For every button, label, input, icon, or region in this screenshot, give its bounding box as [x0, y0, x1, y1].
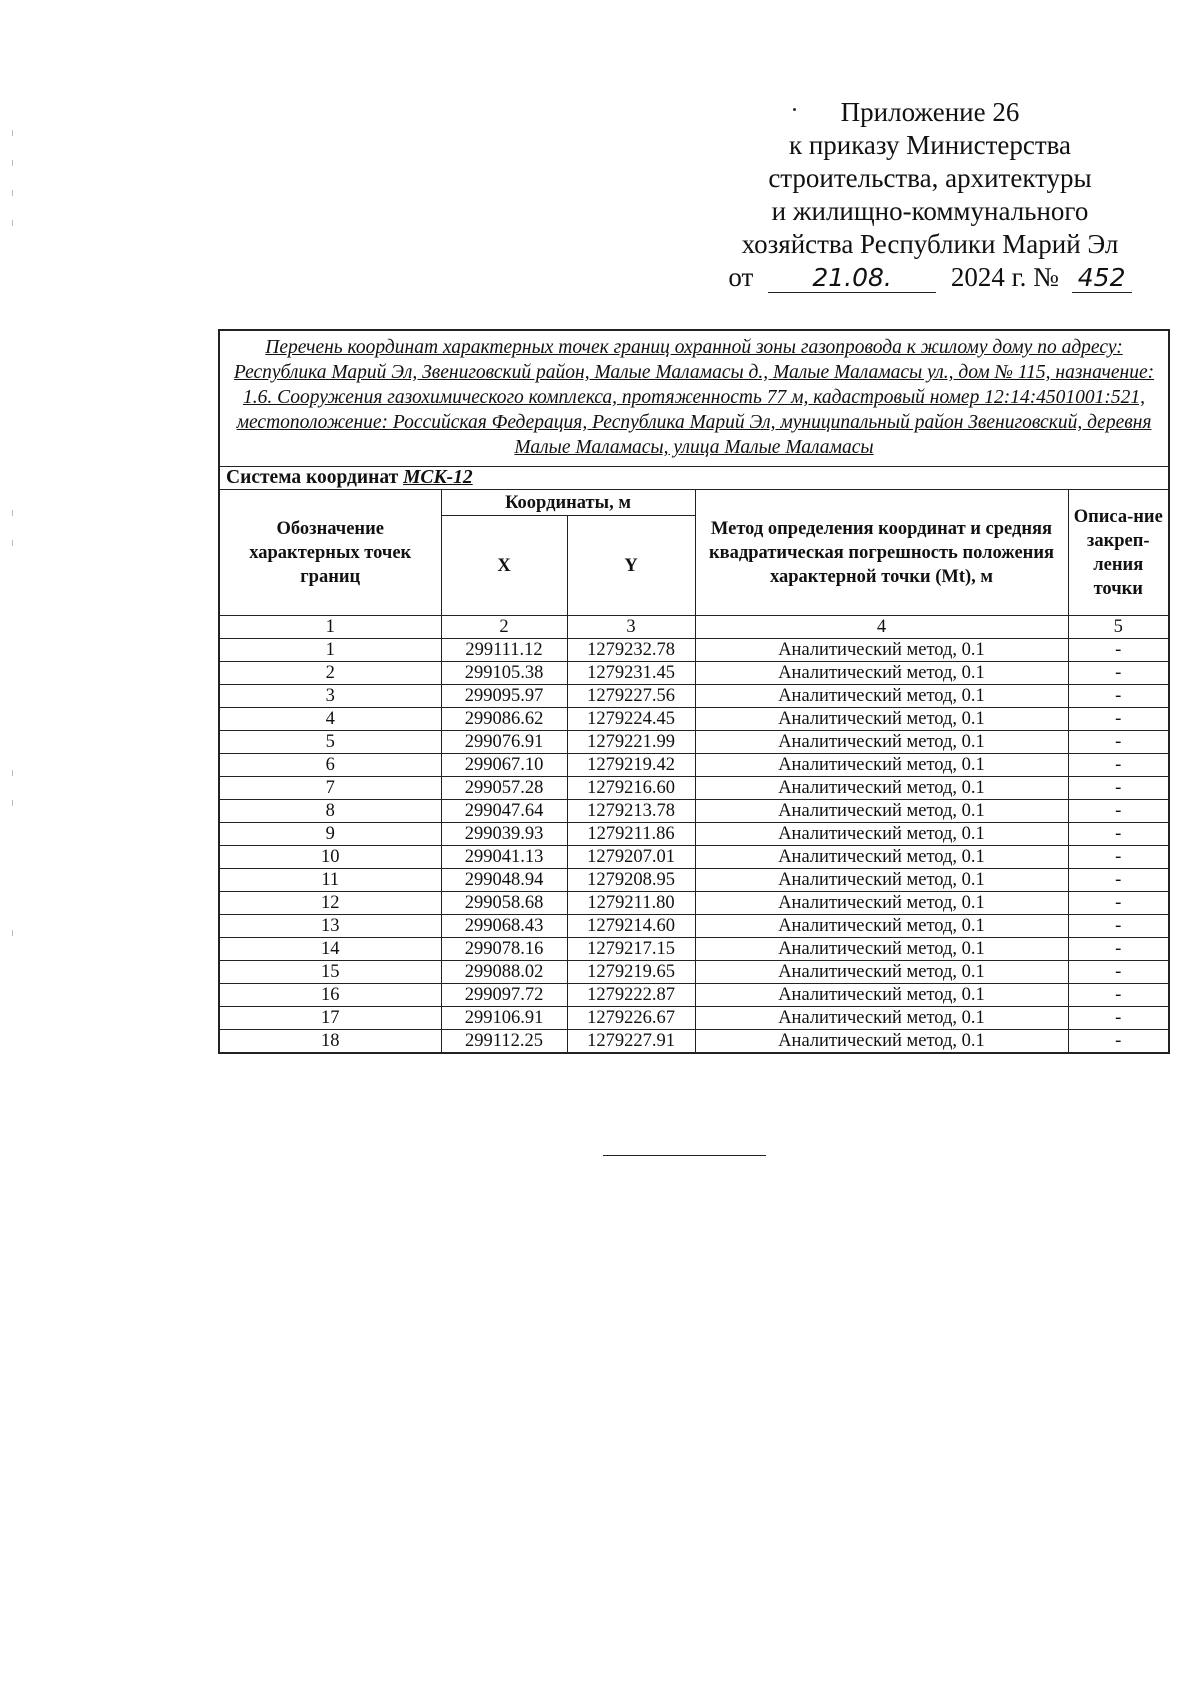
point-id-cell: 2: [219, 662, 441, 685]
y-cell: 1279214.60: [567, 915, 695, 938]
point-id-cell: 12: [219, 892, 441, 915]
order-date-line: [720, 261, 1140, 294]
point-id-cell: 8: [219, 800, 441, 823]
header-method: Метод определения координат и средняя квадратическая погрешность положения характерной точки (Mt), м: [695, 490, 1068, 616]
point-id-cell: 7: [219, 777, 441, 800]
x-cell: 299097.72: [441, 984, 567, 1007]
point-id-cell: 18: [219, 1030, 441, 1054]
x-cell: 299078.16: [441, 938, 567, 961]
table-row: [219, 639, 1169, 662]
description-cell: -: [1068, 892, 1169, 915]
point-id-cell: 10: [219, 846, 441, 869]
method-cell: Аналитический метод, 0.1: [695, 639, 1068, 662]
table-row: [219, 731, 1169, 754]
table-row: [219, 892, 1169, 915]
method-cell: Аналитический метод, 0.1: [695, 846, 1068, 869]
y-cell: 1279232.78: [567, 639, 695, 662]
header-line: строительства, архитектуры: [768, 163, 1092, 193]
table-row: [219, 662, 1169, 685]
closing-rule: [603, 1155, 766, 1156]
x-cell: 299106.91: [441, 1007, 567, 1030]
method-cell: Аналитический метод, 0.1: [695, 662, 1068, 685]
table-row: [219, 800, 1169, 823]
table-row: [219, 685, 1169, 708]
y-cell: 1279211.80: [567, 892, 695, 915]
point-id-cell: 11: [219, 869, 441, 892]
point-id-cell: 9: [219, 823, 441, 846]
year-text: 2024 г. №: [950, 262, 1059, 292]
description-cell: -: [1068, 708, 1169, 731]
y-cell: 1279221.99: [567, 731, 695, 754]
table-row: [219, 708, 1169, 731]
method-cell: Аналитический метод, 0.1: [695, 938, 1068, 961]
y-cell: 1279207.01: [567, 846, 695, 869]
description-cell: -: [1068, 938, 1169, 961]
handwritten-order-number: 452: [1072, 264, 1132, 293]
y-cell: 1279217.15: [567, 938, 695, 961]
x-cell: 299111.12: [441, 639, 567, 662]
y-cell: 1279213.78: [567, 800, 695, 823]
method-cell: Аналитический метод, 0.1: [695, 754, 1068, 777]
method-cell: Аналитический метод, 0.1: [695, 984, 1068, 1007]
point-id-cell: 13: [219, 915, 441, 938]
table-body: [219, 639, 1169, 1054]
date-prefix: от: [728, 262, 754, 292]
method-cell: Аналитический метод, 0.1: [695, 708, 1068, 731]
y-cell: 1279226.67: [567, 1007, 695, 1030]
point-id-cell: 14: [219, 938, 441, 961]
table-row: [219, 961, 1169, 984]
table-row: [219, 915, 1169, 938]
point-id-cell: 17: [219, 1007, 441, 1030]
header-coords: Координаты, м: [441, 490, 695, 516]
method-cell: Аналитический метод, 0.1: [695, 961, 1068, 984]
method-cell: Аналитический метод, 0.1: [695, 892, 1068, 915]
point-id-cell: 5: [219, 731, 441, 754]
column-number: 3: [567, 616, 695, 639]
x-cell: 299067.10: [441, 754, 567, 777]
description-cell: -: [1068, 823, 1169, 846]
y-cell: 1279208.95: [567, 869, 695, 892]
handwritten-date: 21.08.: [768, 264, 936, 293]
x-cell: 299095.97: [441, 685, 567, 708]
column-number: 2: [441, 616, 567, 639]
table-row: [219, 823, 1169, 846]
x-cell: 299086.62: [441, 708, 567, 731]
method-cell: Аналитический метод, 0.1: [695, 731, 1068, 754]
point-id-cell: 6: [219, 754, 441, 777]
method-cell: Аналитический метод, 0.1: [695, 915, 1068, 938]
point-id-cell: 16: [219, 984, 441, 1007]
x-cell: 299076.91: [441, 731, 567, 754]
description-cell: -: [1068, 1007, 1169, 1030]
description-cell: -: [1068, 777, 1169, 800]
x-cell: 299068.43: [441, 915, 567, 938]
table-row: [219, 869, 1169, 892]
description-cell: -: [1068, 961, 1169, 984]
description-cell: -: [1068, 1030, 1169, 1054]
point-id-cell: 1: [219, 639, 441, 662]
y-cell: 1279211.86: [567, 823, 695, 846]
table-row: [219, 1030, 1169, 1054]
table-row: [219, 1007, 1169, 1030]
description-cell: -: [1068, 685, 1169, 708]
point-id-cell: 15: [219, 961, 441, 984]
column-number: 1: [219, 616, 441, 639]
description-cell: -: [1068, 800, 1169, 823]
y-cell: 1279227.56: [567, 685, 695, 708]
description-cell: -: [1068, 662, 1169, 685]
coordinates-table: [218, 329, 1170, 1054]
y-cell: 1279222.87: [567, 984, 695, 1007]
description-cell: -: [1068, 846, 1169, 869]
appendix-header: [720, 96, 1140, 294]
description-cell: -: [1068, 915, 1169, 938]
x-cell: 299048.94: [441, 869, 567, 892]
method-cell: Аналитический метод, 0.1: [695, 1007, 1068, 1030]
column-number: 4: [695, 616, 1068, 639]
table-row: [219, 777, 1169, 800]
x-cell: 299105.38: [441, 662, 567, 685]
point-id-cell: 3: [219, 685, 441, 708]
table-caption: Перечень координат характерных точек границ охранной зоны газопровода к жилому дому по адресу: Республика Марий Эл, Звениговский район, Малые Маламасы д., Малые Маламасы ул., дом № 115, назначение: 1.6. Сооружения газохимического комплекса, протяженность 77 м, кадастровый номер 12:14:4501001:521, местоположение: Российская Федерация, Республика Марий Эл, муниципальный район Звениговский, деревня Малые Маламасы, улица Малые Маламасы: [219, 330, 1169, 467]
x-cell: 299088.02: [441, 961, 567, 984]
x-cell: 299039.93: [441, 823, 567, 846]
method-cell: Аналитический метод, 0.1: [695, 1030, 1068, 1054]
header-point: Обозначение характерных точек границ: [219, 490, 441, 616]
description-cell: -: [1068, 984, 1169, 1007]
method-cell: Аналитический метод, 0.1: [695, 777, 1068, 800]
method-cell: Аналитический метод, 0.1: [695, 823, 1068, 846]
description-cell: -: [1068, 639, 1169, 662]
method-cell: Аналитический метод, 0.1: [695, 685, 1068, 708]
table-row: [219, 846, 1169, 869]
description-cell: -: [1068, 754, 1169, 777]
header-description: Описа-ние закреп-ления точки: [1068, 490, 1169, 616]
description-cell: -: [1068, 731, 1169, 754]
method-cell: Аналитический метод, 0.1: [695, 800, 1068, 823]
coordinate-system-row: [219, 467, 1169, 490]
y-cell: 1279231.45: [567, 662, 695, 685]
header-line: и жилищно-коммунального: [771, 196, 1089, 226]
column-number: 5: [1068, 616, 1169, 639]
scan-margin-marks: [12, 130, 14, 1030]
x-cell: 299041.13: [441, 846, 567, 869]
coordinate-system-label: Система координат: [226, 467, 399, 488]
table-row: [219, 938, 1169, 961]
y-cell: 1279224.45: [567, 708, 695, 731]
x-cell: 299047.64: [441, 800, 567, 823]
header-y: Y: [567, 516, 695, 616]
header-x: X: [441, 516, 567, 616]
header-line: хозяйства Республики Марий Эл: [741, 229, 1119, 259]
header-line: Приложение 26: [840, 97, 1020, 127]
description-cell: -: [1068, 869, 1169, 892]
y-cell: 1279216.60: [567, 777, 695, 800]
table-row: [219, 754, 1169, 777]
x-cell: 299058.68: [441, 892, 567, 915]
x-cell: 299112.25: [441, 1030, 567, 1054]
y-cell: 1279219.65: [567, 961, 695, 984]
column-number-row: [219, 616, 1169, 639]
coordinate-system-value: МСК-12: [403, 467, 473, 488]
point-id-cell: 4: [219, 708, 441, 731]
x-cell: 299057.28: [441, 777, 567, 800]
header-line: к приказу Министерства: [788, 130, 1072, 160]
y-cell: 1279219.42: [567, 754, 695, 777]
method-cell: Аналитический метод, 0.1: [695, 869, 1068, 892]
table-row: [219, 984, 1169, 1007]
y-cell: 1279227.91: [567, 1030, 695, 1054]
